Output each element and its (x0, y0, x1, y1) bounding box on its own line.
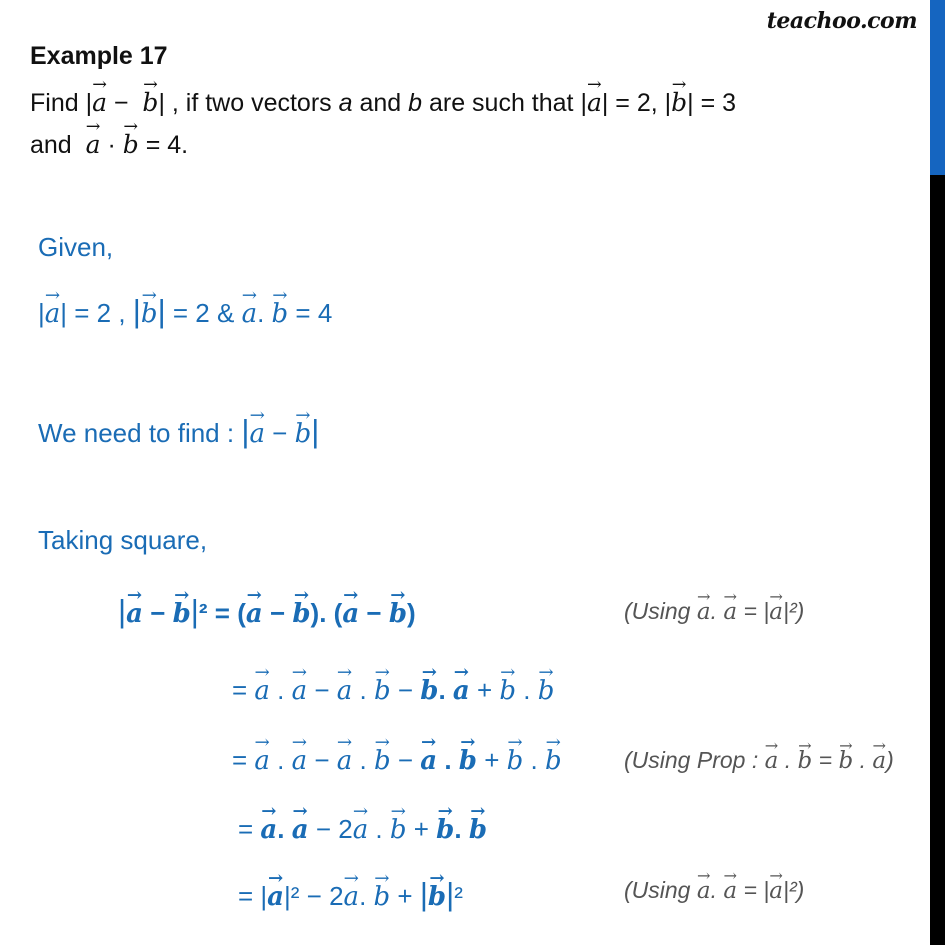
given-label: Given, (38, 232, 114, 262)
step-1-expr: |→ a − → b|² = (→ a − → b). (→ a − → b) (118, 594, 416, 630)
scrollbar-thumb[interactable] (930, 0, 945, 175)
step-5-note: (Using → a. → a = |→ a|²) (624, 877, 804, 904)
question-line-1: Find |→ a − → b| , if two vectors a and b are such that |→ a| = 2, |→ b| = 3 (30, 88, 736, 118)
scrollbar-track[interactable] (930, 175, 945, 945)
taking-square-label: Taking square, (38, 525, 208, 555)
step-1-note: (Using → a. → a = |→ a|²) (624, 598, 804, 625)
step-3-expr: = → a . → a − → a . → b − → a . → b + → b . → b (232, 745, 562, 776)
given-values: |→ a| = 2 , |→ b| = 2 & → a. → b = 4 (38, 294, 332, 330)
step-2-expr: = → a . → a − → a . → b − → b. → a + → b . → b (232, 675, 554, 706)
brand-logo: teachoo.com (766, 8, 917, 34)
example-title: Example 17 (30, 42, 168, 70)
need-to-find: We need to find : |→ a − → b| (38, 414, 319, 450)
step-3-note: (Using Prop : → a . → b = → b . → a) (624, 747, 894, 774)
question-line-2: and → a · → b = 4. (30, 130, 188, 160)
step-4-expr: = → a. → a − 2→ a . → b + → b. → b (238, 814, 487, 845)
step-5-expr: = |→ a|² − 2→ a. → b + |→ b|² (238, 877, 463, 913)
